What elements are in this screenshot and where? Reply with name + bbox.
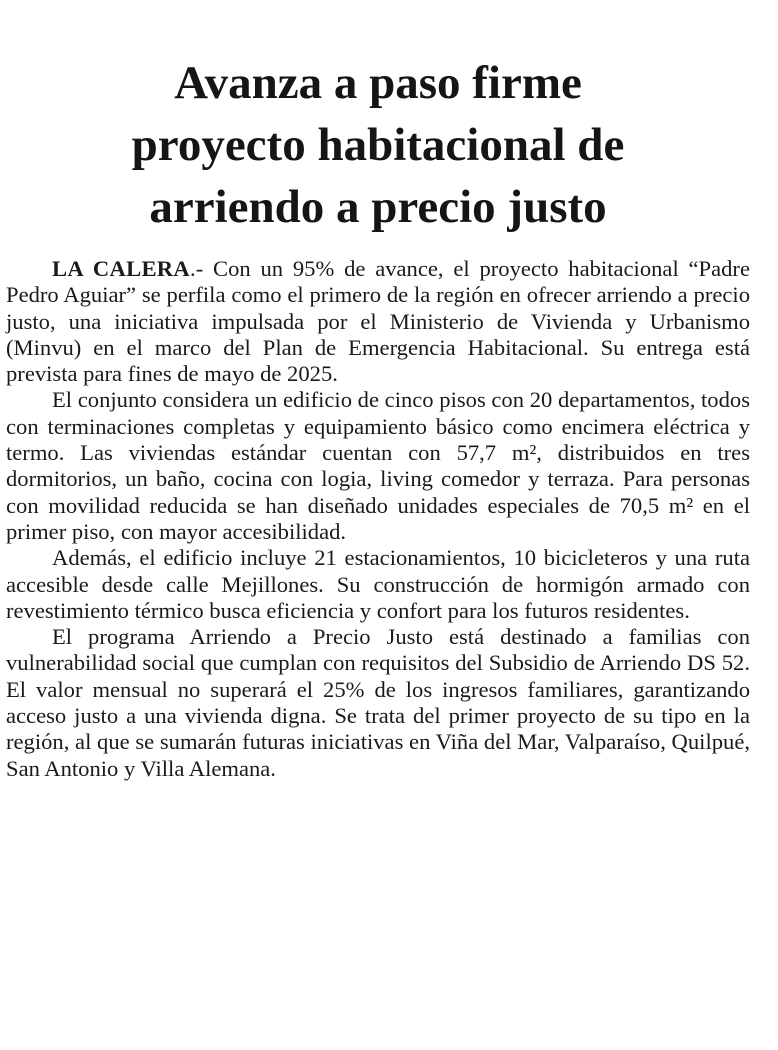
headline-line-2: proyecto habitacional de (131, 119, 625, 171)
headline-line-1: Avanza a paso firme (174, 57, 582, 109)
paragraph-1-text: .- Con un 95% de avance, el proyecto habitacional “Padre Pedro Aguiar” se perfila como el primero de la región en ofrecer arriendo a precio justo, una iniciativa impulsada por el Ministerio de Vivienda y Urbanismo (Minvu) en el marco del Plan de Emergencia Habitacional. Su entrega está prevista para fines de mayo de 2025. (6, 256, 750, 387)
paragraph-3: Además, el edificio incluye 21 estacionamientos, 10 bicicleteros y una ruta accesible desde calle Mejillones. Su construcción de hormigón armado con revestimiento térmico busca eficiencia y confort para los futuros residentes. (6, 545, 750, 623)
paragraph-1 (6, 256, 750, 387)
article-headline (6, 52, 750, 238)
paragraph-2: El conjunto considera un edificio de cinco pisos con 20 departamentos, todos con terminaciones completas y equipamiento básico como encimera eléctrica y termo. Las viviendas estándar cuentan con 57,7 m², distribuidos en tres dormitorios, un baño, cocina con logia, living comedor y terraza. Para personas con movilidad reducida se han diseñado unidades especiales de 70,5 m² en el primer piso, con mayor accesibilidad. (6, 387, 750, 544)
dateline: LA CALERA (52, 256, 191, 281)
headline-line-3: arriendo a precio justo (149, 181, 607, 233)
news-article (6, 52, 750, 782)
article-body (6, 256, 750, 782)
paragraph-4: El programa Arriendo a Precio Justo está destinado a familias con vulnerabilidad social que cumplan con requisitos del Subsidio de Arriendo DS 52. El valor mensual no superará el 25% de los ingresos familiares, garantizando acceso justo a una vivienda digna. Se trata del primer proyecto de su tipo en la región, al que se sumarán futuras iniciativas en Viña del Mar, Valparaíso, Quilpué, San Antonio y Villa Alemana. (6, 624, 750, 781)
